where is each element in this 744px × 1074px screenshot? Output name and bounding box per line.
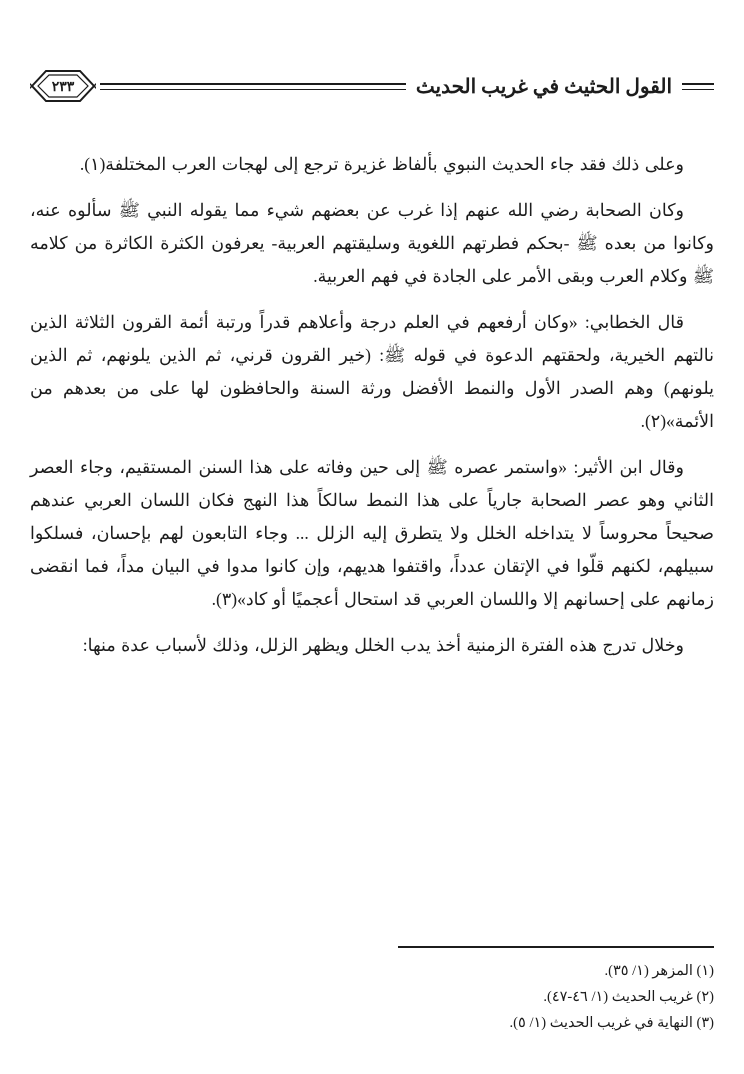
book-title: القول الحثيث في غريب الحديث [415, 75, 672, 98]
page-number: ٢٣٣ [51, 80, 75, 95]
paragraph-4: وقال ابن الأثير: «واستمر عصره ﷺ إلى حين وفاته على هذا السنن المستقيم، وجاء العصر الثاني وهو عصر الصحابة جارياً على هذا النمط سالكاً هذا النهج فكان اللسان العربي عندهم صحيحاً محروساً لا يتداخله الخلل ولا يتطرق إليه الزلل ... وجاء التابعون لهم بإحسان، فسلكوا سبيلهم، لكنهم قلّوا في الإتقان عدداً، واقتفوا هديهم، وإن كانوا مدوا في البيان مداً، فما انقضى زمانهم على إحسانهم إلا واللسان العربي قد استحال أعجميًا أو كاد»(٣). [30, 457, 714, 609]
footnotes-section [30, 946, 714, 1036]
page-header [30, 66, 714, 106]
ornament-icon [30, 66, 96, 106]
body-text [30, 148, 714, 675]
paragraph-2: وكان الصحابة رضي الله عنهم إذا غرب عن بعضهم شيء مما يقوله النبي ﷺ سألوه عنه، وكانوا من بعده ﷺ -بحكم فطرتهم اللغوية وسليقتهم العربية- يعرفون الكثرة الكاثرة من كلامه ﷺ وكلام العرب وبقى الأمر على الجادة في فهم العربية. [30, 200, 714, 286]
header-rule-left [100, 83, 406, 90]
page-number-ornament [30, 66, 96, 106]
paragraph-5: وخلال تدرج هذه الفترة الزمنية أخذ يدب الخلل ويظهر الزلل، وذلك لأسباب عدة منها: [82, 635, 684, 655]
paragraph-1: وعلى ذلك فقد جاء الحديث النبوي بألفاظ غزيرة ترجع إلى لهجات العرب المختلفة(١). [79, 154, 684, 174]
footnote-2: (٢) غريب الحديث (١/ ٤٦-٤٧). [543, 989, 714, 1005]
header-rule-right [682, 83, 714, 90]
footnote-1: (١) المزهر (١/ ٣٥). [604, 963, 714, 979]
footnote-3: (٣) النهاية في غريب الحديث (١/ ٥). [509, 1015, 714, 1031]
paragraph-3: قال الخطابي: «وكان أرفعهم في العلم درجة وأعلاهم قدراً ورتبة أئمة القرون الثلاثة الذين نالتهم الخيرية، ولحقتهم الدعوة في قوله ﷺ: (خير القرون قرني، ثم الذين يلونهم، ثم الذين يلونهم) وهم الصدر الأول والنمط الأفضل ورثة السنة والحافظون لها على من بعدهم من الأئمة»(٢). [30, 312, 714, 431]
footnote-separator [398, 946, 714, 948]
